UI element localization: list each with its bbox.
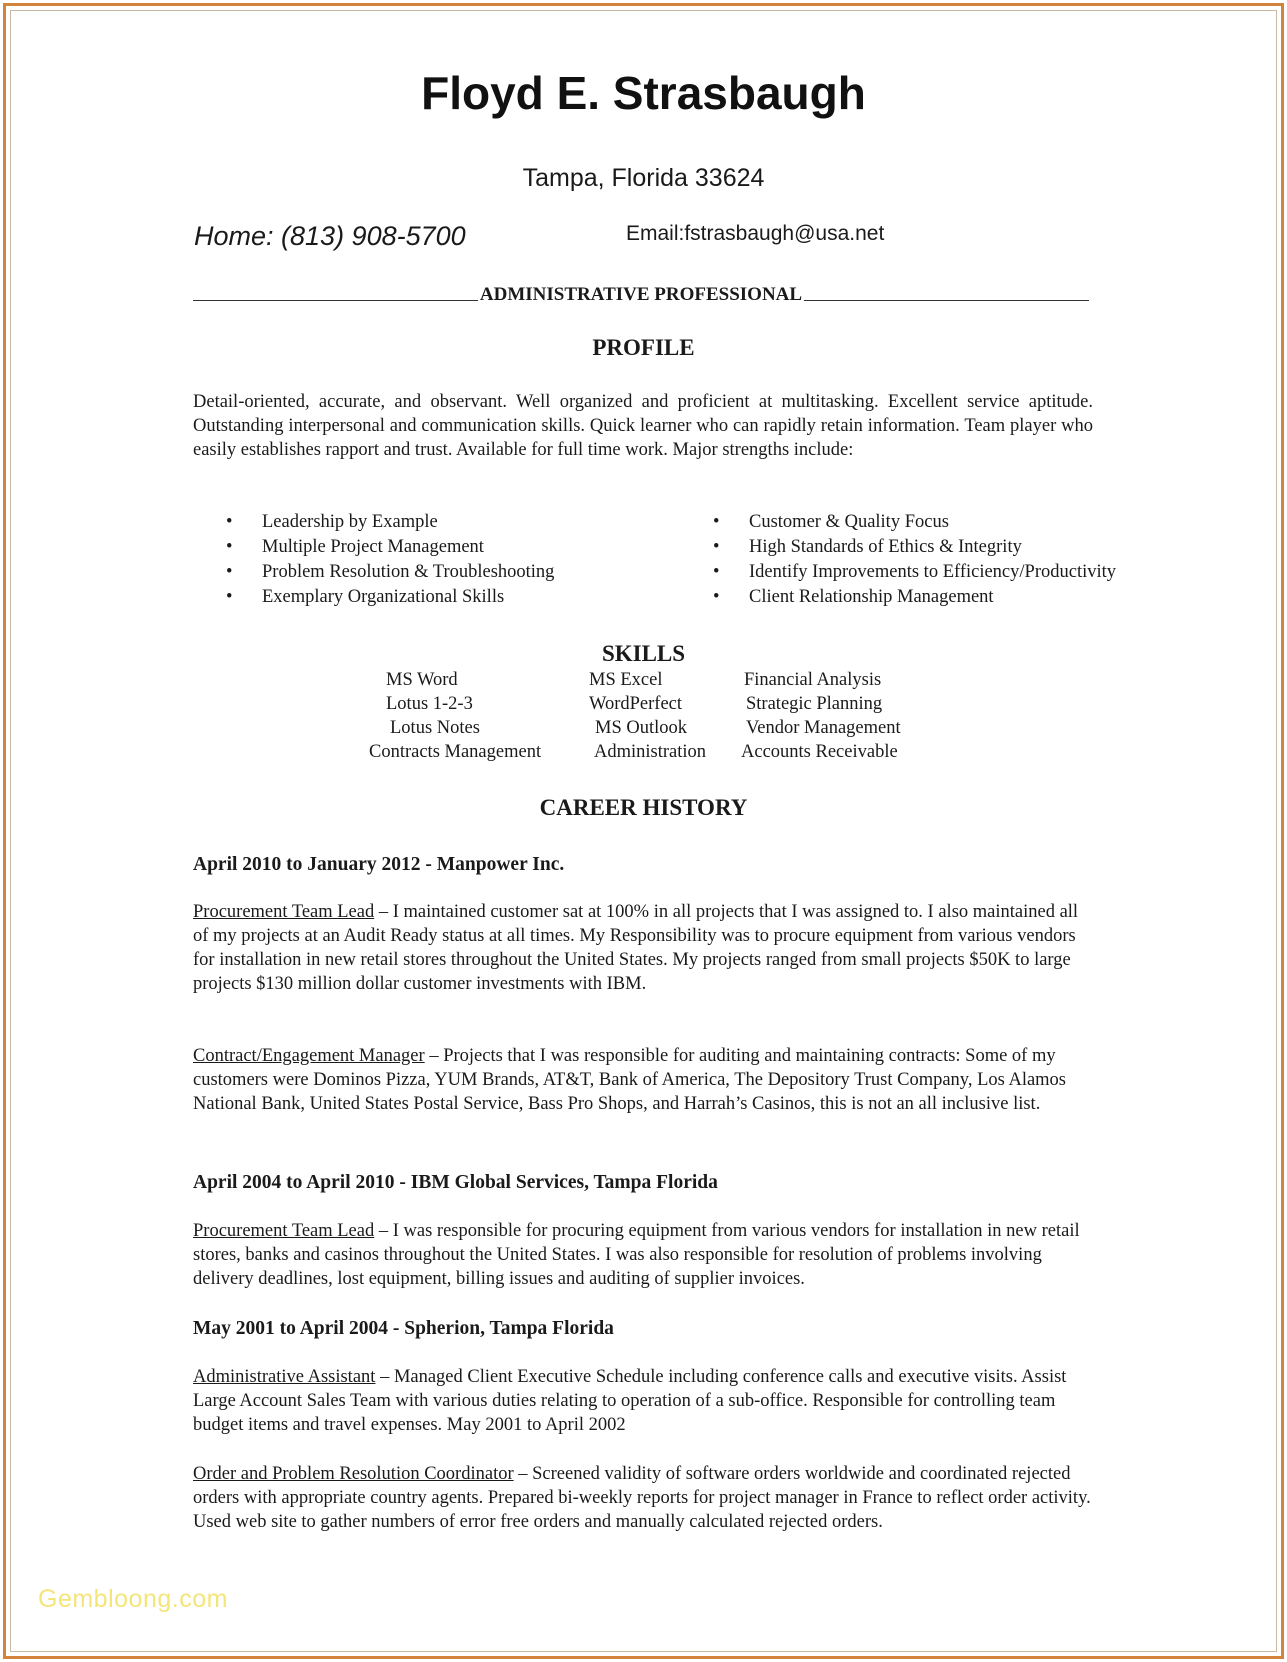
home-phone: Home: (813) 908-5700 — [194, 221, 466, 251]
entry-description: – I was responsible for procuring equipment from various vendors for installation in new retail stores, banks and casinos throughout the United States. I was also responsible for resolution of problems involving delivery deadlines, lost equipment, billing issues and auditing of supplier invoices. — [193, 1221, 1080, 1289]
job-entry — [193, 900, 1093, 996]
professional-title: ADMINISTRATIVE PROFESSIONAL — [479, 284, 803, 305]
job-entry — [193, 1044, 1093, 1116]
skill-item: Vendor Management — [746, 718, 901, 738]
email-address: Email:fstrasbaugh@usa.net — [626, 222, 885, 245]
skill-item: Lotus 1-2-3 — [386, 694, 473, 714]
profile-heading: PROFILE — [592, 335, 695, 360]
strengths-list-left — [226, 510, 554, 610]
job-header: April 2004 to April 2010 - IBM Global Services, Tampa Florida — [193, 1172, 718, 1193]
entry-title: Contract/Engagement Manager — [193, 1046, 425, 1066]
bullet-icon: • — [226, 587, 233, 607]
job-entry — [193, 1219, 1093, 1291]
list-item: • Leadership by Example — [226, 510, 554, 535]
bullet-icon: • — [226, 537, 233, 557]
bullet-icon: • — [713, 512, 720, 532]
list-item: • High Standards of Ethics & Integrity — [713, 535, 1116, 560]
bullet-icon: • — [713, 562, 720, 582]
skill-item: Accounts Receivable — [741, 742, 898, 762]
candidate-name: Floyd E. Strasbaugh — [421, 67, 866, 119]
skill-item: MS Outlook — [595, 718, 688, 738]
list-item: • Identify Improvements to Efficiency/Productivity — [713, 560, 1116, 585]
entry-title: Procurement Team Lead — [193, 902, 375, 922]
skill-item: WordPerfect — [589, 694, 683, 714]
skill-item: Financial Analysis — [744, 670, 882, 690]
job-header: May 2001 to April 2004 - Spherion, Tampa Florida — [193, 1318, 614, 1339]
strengths-list-right — [713, 510, 1116, 610]
skills-heading: SKILLS — [601, 641, 686, 666]
skill-item: Contracts Management — [369, 742, 542, 762]
entry-description: – Projects that I was responsible for auditing and maintaining contracts: Some of my customers were Dominos Pizza, YUM Brands, AT&T, Bank of America, The Depository Trust Company, Los Alamos National Bank, United States Postal Service, Bass Pro Shops, and Harrah’s Casinos, this is not an all inclusive list. — [193, 1046, 1067, 1114]
skill-item: MS Word — [386, 670, 458, 690]
list-item: • Problem Resolution & Troubleshooting — [226, 560, 554, 585]
entry-description: – I maintained customer sat at 100% in all projects that I was assigned to. I also maintained all of my projects at an Audit Ready status at all times. My Responsibility was to procure equipment from various vendors for installation in new retail stores throughout the United States. My projects ranged from small projects $50K to large projects $130 million dollar customer investments with IBM. — [193, 902, 1079, 994]
job-header: April 2010 to January 2012 - Manpower Inc. — [193, 854, 565, 875]
entry-title: Order and Problem Resolution Coordinator — [193, 1464, 514, 1484]
bullet-icon: • — [226, 562, 233, 582]
skill-item: Lotus Notes — [390, 718, 480, 738]
job-entry — [193, 1365, 1093, 1437]
list-item: • Multiple Project Management — [226, 535, 554, 560]
entry-title: Administrative Assistant — [193, 1367, 376, 1387]
bullet-icon: • — [713, 587, 720, 607]
bullet-icon: • — [713, 537, 720, 557]
bullet-icon: • — [226, 512, 233, 532]
rule-left — [193, 299, 478, 301]
career-heading: CAREER HISTORY — [539, 795, 748, 820]
skill-item: MS Excel — [589, 670, 663, 690]
job-entry — [193, 1462, 1093, 1534]
list-item: • Client Relationship Management — [713, 585, 1116, 610]
skill-item: Strategic Planning — [746, 694, 883, 714]
list-item: • Customer & Quality Focus — [713, 510, 1116, 535]
entry-description: – Managed Client Executive Schedule including conference calls and executive visits. Assist Large Account Sales Team with various duties relating to operation of a sub-office. Responsible for controlling team budget items and travel expenses. May 2001 to April 2002 — [193, 1367, 1067, 1435]
list-item: • Exemplary Organizational Skills — [226, 585, 554, 610]
rule-right — [804, 299, 1089, 301]
entry-description: – Screened validity of software orders worldwide and coordinated rejected orders with appropriate country agents. Prepared bi-weekly reports for project manager in France to reflect order activity. Used web site to gather numbers of error free orders and manually calculated rejected orders. — [193, 1464, 1091, 1532]
city-state-zip: Tampa, Florida 33624 — [522, 164, 765, 192]
skill-item: Administration — [594, 742, 707, 762]
site-watermark: Gembloong.com — [38, 1585, 228, 1613]
entry-title: Procurement Team Lead — [193, 1221, 375, 1241]
profile-summary: Detail-oriented, accurate, and observant. Well organized and proficient at multitasking. Excellent service aptitude. Outstanding interpersonal and communication skills. Quick learner who can rapidly retain information. Team player who easily establishes rapport and trust. Available for full time work. Major strengths include: — [193, 392, 1093, 460]
title-rule-line — [193, 285, 1089, 304]
